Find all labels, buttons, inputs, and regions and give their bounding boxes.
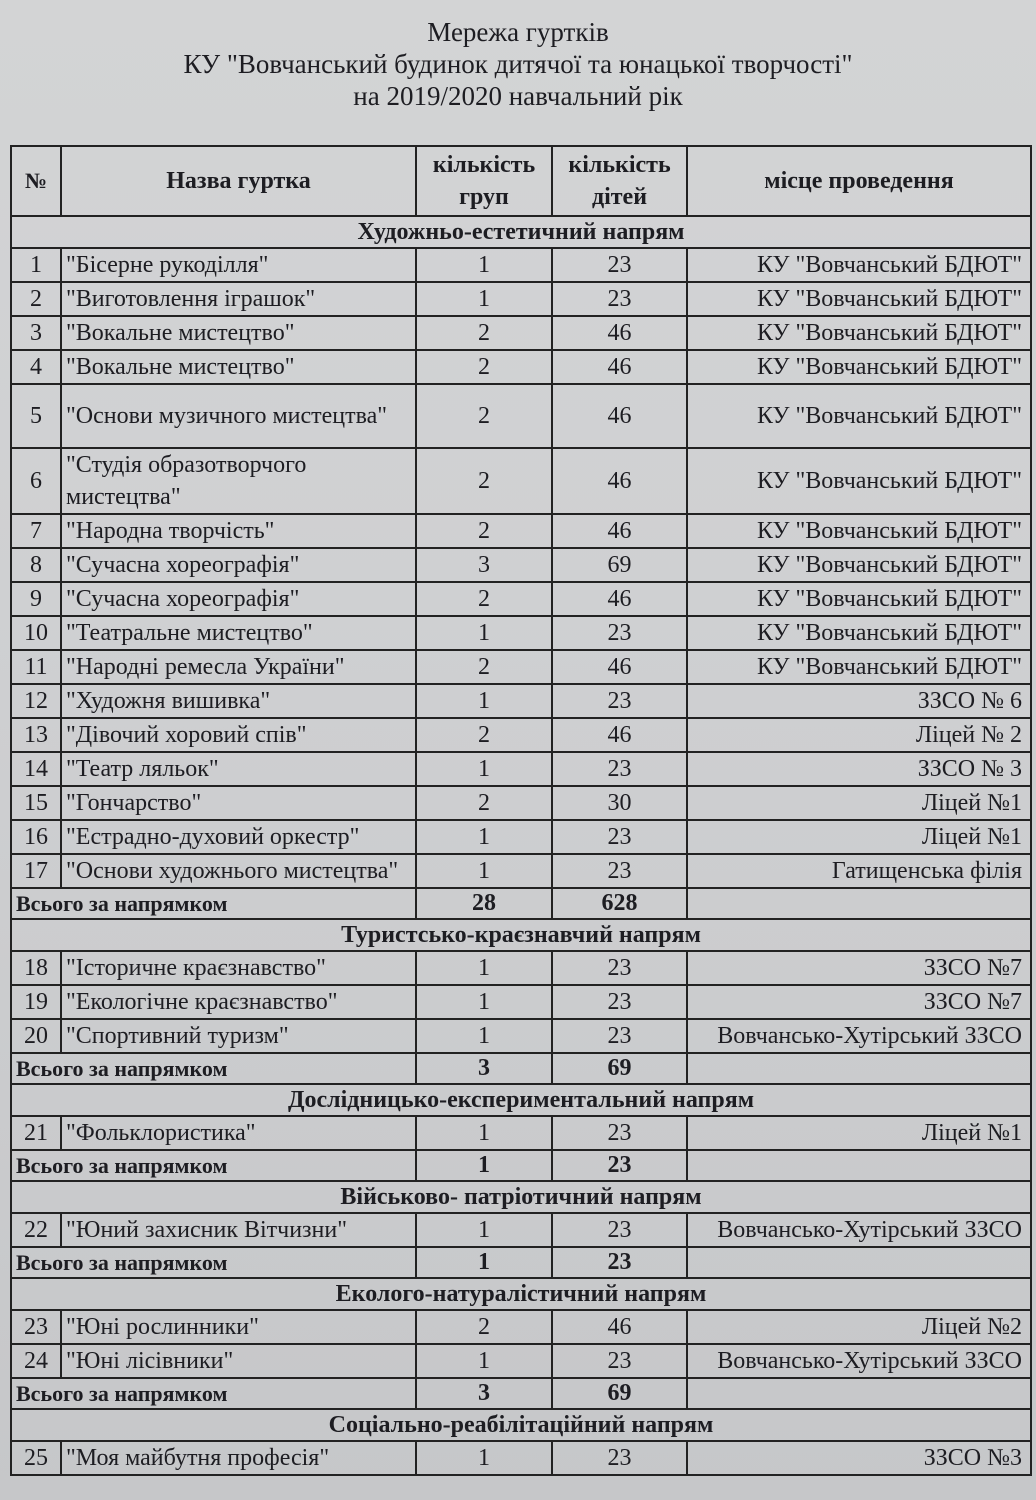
- total-place-empty: [687, 1150, 1031, 1181]
- total-label: Всього за напрямком: [11, 1053, 416, 1084]
- group-count: 1: [416, 1213, 552, 1247]
- clubs-table: [10, 145, 1032, 1476]
- row-number: 7: [11, 514, 61, 548]
- venue: Ліцей №1: [687, 1116, 1031, 1150]
- group-count: 1: [416, 951, 552, 985]
- children-count: 23: [552, 1019, 687, 1053]
- venue: ЗЗСО №7: [687, 951, 1031, 985]
- club-name: "Художня вишивка": [61, 684, 416, 718]
- row-number: 22: [11, 1213, 61, 1247]
- table-row: [11, 1441, 1031, 1475]
- children-count: 23: [552, 1116, 687, 1150]
- table-row: [11, 1310, 1031, 1344]
- header-children-line1: кількість: [568, 152, 671, 178]
- row-number: 8: [11, 548, 61, 582]
- section-header-row: [11, 216, 1031, 248]
- group-count: 1: [416, 1116, 552, 1150]
- table-row: [11, 752, 1031, 786]
- children-count: 46: [552, 582, 687, 616]
- total-place-empty: [687, 888, 1031, 919]
- section-header-row: [11, 1181, 1031, 1213]
- row-number: 18: [11, 951, 61, 985]
- document-title: [0, 16, 1036, 112]
- total-children: 69: [552, 1053, 687, 1084]
- children-count: 23: [552, 985, 687, 1019]
- group-count: 1: [416, 1019, 552, 1053]
- section-header-row: [11, 1278, 1031, 1310]
- header-children: [552, 146, 687, 216]
- venue: КУ "Вовчанський БДЮТ": [687, 650, 1031, 684]
- table-row: [11, 1116, 1031, 1150]
- children-count: 23: [552, 248, 687, 282]
- table-body: [11, 216, 1031, 1475]
- venue: Ліцей №1: [687, 820, 1031, 854]
- row-number: 4: [11, 350, 61, 384]
- children-count: 46: [552, 316, 687, 350]
- total-children: 23: [552, 1247, 687, 1278]
- children-count: 23: [552, 854, 687, 888]
- club-name: "Бісерне рукоділля": [61, 248, 416, 282]
- row-number: 21: [11, 1116, 61, 1150]
- club-name: "Народна творчість": [61, 514, 416, 548]
- total-groups: 3: [416, 1378, 552, 1409]
- total-groups: 1: [416, 1150, 552, 1181]
- venue: Ліцей №1: [687, 786, 1031, 820]
- row-number: 5: [11, 384, 61, 448]
- header-groups: [416, 146, 552, 216]
- group-count: 2: [416, 350, 552, 384]
- club-name: "Основи музичного мистецтва": [61, 384, 416, 448]
- club-name: "Історичне краєзнавство": [61, 951, 416, 985]
- table-row: [11, 1344, 1031, 1378]
- header-place: місце проведення: [687, 146, 1031, 216]
- header-name: Назва гуртка: [61, 146, 416, 216]
- section-total-row: [11, 1247, 1031, 1278]
- venue: Вовчансько-Хутірський ЗЗСО: [687, 1213, 1031, 1247]
- section-header-row: [11, 919, 1031, 951]
- club-name: "Юний захисник Вітчизни": [61, 1213, 416, 1247]
- venue: КУ "Вовчанський БДЮТ": [687, 248, 1031, 282]
- club-name: "Екологічне краєзнавство": [61, 985, 416, 1019]
- venue: Гатищенська філія: [687, 854, 1031, 888]
- venue: Вовчансько-Хутірський ЗЗСО: [687, 1019, 1031, 1053]
- children-count: 23: [552, 282, 687, 316]
- row-number: 17: [11, 854, 61, 888]
- title-line-2: КУ "Вовчанський будинок дитячої та юнацької творчості": [183, 49, 853, 79]
- group-count: 2: [416, 448, 552, 514]
- header-number: №: [11, 146, 61, 216]
- club-name: "Сучасна хореографія": [61, 582, 416, 616]
- table-row: [11, 985, 1031, 1019]
- venue: КУ "Вовчанський БДЮТ": [687, 282, 1031, 316]
- table-row: [11, 951, 1031, 985]
- club-name: "Спортивний туризм": [61, 1019, 416, 1053]
- club-name: "Моя майбутня професія": [61, 1441, 416, 1475]
- total-groups: 1: [416, 1247, 552, 1278]
- group-count: 2: [416, 384, 552, 448]
- children-count: 23: [552, 684, 687, 718]
- row-number: 13: [11, 718, 61, 752]
- section-header-row: [11, 1084, 1031, 1116]
- section-total-row: [11, 888, 1031, 919]
- group-count: 1: [416, 248, 552, 282]
- total-place-empty: [687, 1053, 1031, 1084]
- table-row: [11, 786, 1031, 820]
- table-row: [11, 514, 1031, 548]
- header-groups-line2: груп: [459, 184, 509, 210]
- section-title: Еколого-натуралістичний напрям: [11, 1278, 1031, 1310]
- section-header-row: [11, 1409, 1031, 1441]
- section-total-row: [11, 1053, 1031, 1084]
- table-row: [11, 448, 1031, 514]
- group-count: 2: [416, 514, 552, 548]
- group-count: 1: [416, 616, 552, 650]
- row-number: 9: [11, 582, 61, 616]
- total-children: 23: [552, 1150, 687, 1181]
- section-title: Дослідницько-експериментальний напрям: [11, 1084, 1031, 1116]
- section-title: Туристсько-краєзнавчий напрям: [11, 919, 1031, 951]
- total-label: Всього за напрямком: [11, 1150, 416, 1181]
- row-number: 25: [11, 1441, 61, 1475]
- club-name: "Юні рослинники": [61, 1310, 416, 1344]
- club-name: "Дівочий хоровий спів": [61, 718, 416, 752]
- row-number: 19: [11, 985, 61, 1019]
- club-name: "Естрадно-духовий оркестр": [61, 820, 416, 854]
- club-name: "Виготовлення іграшок": [61, 282, 416, 316]
- row-number: 10: [11, 616, 61, 650]
- row-number: 14: [11, 752, 61, 786]
- venue: КУ "Вовчанський БДЮТ": [687, 316, 1031, 350]
- children-count: 46: [552, 718, 687, 752]
- venue: ЗЗСО № 3: [687, 752, 1031, 786]
- club-name: "Театр ляльок": [61, 752, 416, 786]
- children-count: 30: [552, 786, 687, 820]
- venue: ЗЗСО №7: [687, 985, 1031, 1019]
- venue: КУ "Вовчанський БДЮТ": [687, 582, 1031, 616]
- children-count: 46: [552, 650, 687, 684]
- table-row: [11, 316, 1031, 350]
- club-name: "Вокальне мистецтво": [61, 350, 416, 384]
- row-number: 23: [11, 1310, 61, 1344]
- club-name: "Народні ремесла України": [61, 650, 416, 684]
- table-row: [11, 854, 1031, 888]
- group-count: 1: [416, 820, 552, 854]
- row-number: 2: [11, 282, 61, 316]
- group-count: 1: [416, 985, 552, 1019]
- children-count: 69: [552, 548, 687, 582]
- section-title: Військово- патріотичний напрям: [11, 1181, 1031, 1213]
- venue: КУ "Вовчанський БДЮТ": [687, 350, 1031, 384]
- group-count: 2: [416, 786, 552, 820]
- venue: КУ "Вовчанський БДЮТ": [687, 448, 1031, 514]
- total-children: 628: [552, 888, 687, 919]
- children-count: 23: [552, 1441, 687, 1475]
- club-name: "Юні лісівники": [61, 1344, 416, 1378]
- children-count: 23: [552, 951, 687, 985]
- total-place-empty: [687, 1378, 1031, 1409]
- children-count: 46: [552, 448, 687, 514]
- title-line-3: на 2019/2020 навчальний рік: [353, 81, 683, 111]
- row-number: 20: [11, 1019, 61, 1053]
- club-name: "Фольклористика": [61, 1116, 416, 1150]
- group-count: 1: [416, 854, 552, 888]
- section-title: Соціально-реабілітаційний напрям: [11, 1409, 1031, 1441]
- table-row: [11, 548, 1031, 582]
- header-children-line2: дітей: [591, 184, 648, 210]
- children-count: 23: [552, 616, 687, 650]
- total-place-empty: [687, 1247, 1031, 1278]
- children-count: 46: [552, 350, 687, 384]
- total-groups: 28: [416, 888, 552, 919]
- children-count: 23: [552, 1213, 687, 1247]
- group-count: 3: [416, 548, 552, 582]
- children-count: 23: [552, 820, 687, 854]
- table-row: [11, 1213, 1031, 1247]
- row-number: 1: [11, 248, 61, 282]
- table-row: [11, 248, 1031, 282]
- club-name: "Гончарство": [61, 786, 416, 820]
- children-count: 46: [552, 514, 687, 548]
- row-number: 11: [11, 650, 61, 684]
- total-label: Всього за напрямком: [11, 1247, 416, 1278]
- row-number: 16: [11, 820, 61, 854]
- venue: Ліцей № 2: [687, 718, 1031, 752]
- venue: ЗЗСО №3: [687, 1441, 1031, 1475]
- venue: Вовчансько-Хутірський ЗЗСО: [687, 1344, 1031, 1378]
- children-count: 23: [552, 752, 687, 786]
- venue: Ліцей №2: [687, 1310, 1031, 1344]
- club-name: "Театральне мистецтво": [61, 616, 416, 650]
- total-children: 69: [552, 1378, 687, 1409]
- group-count: 2: [416, 718, 552, 752]
- section-total-row: [11, 1150, 1031, 1181]
- total-groups: 3: [416, 1053, 552, 1084]
- group-count: 2: [416, 582, 552, 616]
- group-count: 1: [416, 684, 552, 718]
- club-name: "Основи художнього мистецтва": [61, 854, 416, 888]
- group-count: 1: [416, 752, 552, 786]
- children-count: 46: [552, 384, 687, 448]
- venue: КУ "Вовчанський БДЮТ": [687, 384, 1031, 448]
- table-row: [11, 718, 1031, 752]
- club-name: "Студія образотворчого мистецтва": [61, 448, 416, 514]
- venue: КУ "Вовчанський БДЮТ": [687, 514, 1031, 548]
- table-row: [11, 820, 1031, 854]
- table-row: [11, 384, 1031, 448]
- row-number: 12: [11, 684, 61, 718]
- venue: КУ "Вовчанський БДЮТ": [687, 548, 1031, 582]
- table-row: [11, 282, 1031, 316]
- group-count: 1: [416, 1344, 552, 1378]
- children-count: 46: [552, 1310, 687, 1344]
- total-label: Всього за напрямком: [11, 888, 416, 919]
- header-groups-line1: кількість: [432, 152, 536, 178]
- club-name: "Сучасна хореографія": [61, 548, 416, 582]
- children-count: 23: [552, 1344, 687, 1378]
- venue: КУ "Вовчанський БДЮТ": [687, 616, 1031, 650]
- table-row: [11, 350, 1031, 384]
- table-row: [11, 1019, 1031, 1053]
- group-count: 1: [416, 1441, 552, 1475]
- row-number: 15: [11, 786, 61, 820]
- row-number: 24: [11, 1344, 61, 1378]
- row-number: 6: [11, 448, 61, 514]
- total-label: Всього за напрямком: [11, 1378, 416, 1409]
- venue: ЗЗСО № 6: [687, 684, 1031, 718]
- group-count: 2: [416, 316, 552, 350]
- title-line-1: Мережа гуртків: [427, 17, 609, 47]
- table-row: [11, 684, 1031, 718]
- table-header-row: [11, 146, 1031, 216]
- group-count: 2: [416, 650, 552, 684]
- table-row: [11, 650, 1031, 684]
- section-total-row: [11, 1378, 1031, 1409]
- row-number: 3: [11, 316, 61, 350]
- club-name: "Вокальне мистецтво": [61, 316, 416, 350]
- table-row: [11, 582, 1031, 616]
- group-count: 1: [416, 282, 552, 316]
- table-row: [11, 616, 1031, 650]
- group-count: 2: [416, 1310, 552, 1344]
- section-title: Художньо-естетичний напрям: [11, 216, 1031, 248]
